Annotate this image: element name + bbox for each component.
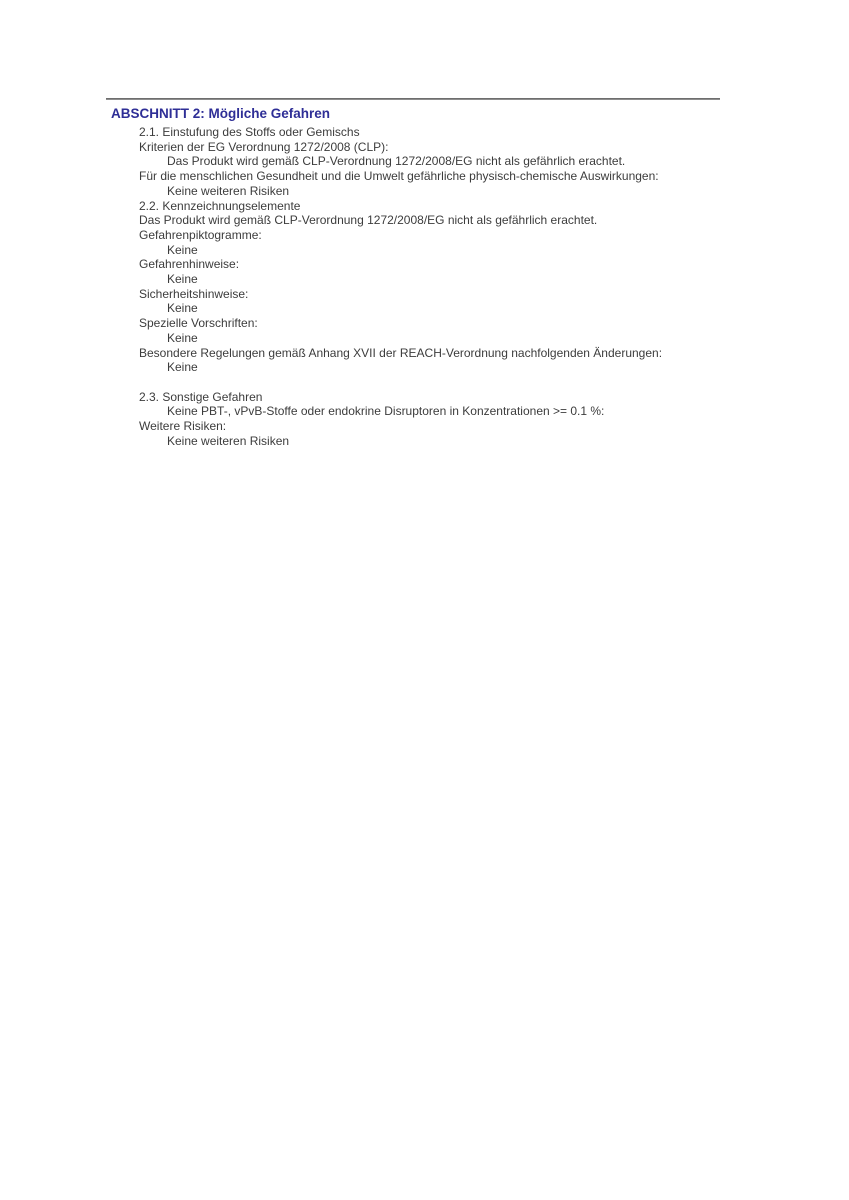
- section-body: [106, 125, 720, 448]
- doc-line: 2.2. Kennzeichnungselemente: [139, 198, 301, 213]
- doc-line: Weitere Risiken:: [139, 419, 227, 434]
- doc-line: Sicherheitshinweise:: [139, 286, 249, 301]
- doc-line: 2.1. Einstufung des Stoffs oder Gemischs: [139, 125, 360, 139]
- section-divider: [106, 98, 720, 100]
- section-2: [106, 98, 720, 448]
- doc-line: Das Produkt wird gemäß CLP-Verordnung 1272/2008/EG nicht als gefährlich erachtet.: [139, 213, 598, 228]
- doc-line: Keine: [167, 301, 198, 316]
- doc-line: Keine: [167, 330, 198, 345]
- doc-line: Keine: [167, 272, 198, 287]
- doc-line: Gefahrenhinweise:: [139, 257, 240, 272]
- doc-line: Für die menschlichen Gesundheit und die Umwelt gefährliche physisch-chemische Auswirkungen:: [139, 169, 659, 184]
- doc-line: Spezielle Vorschriften:: [139, 316, 258, 331]
- doc-line: Gefahrenpiktogramme:: [139, 227, 262, 242]
- doc-line: Keine: [167, 242, 198, 257]
- doc-line: Kriterien der EG Verordnung 1272/2008 (CLP):: [139, 139, 389, 154]
- doc-line: Besondere Regelungen gemäß Anhang XVII der REACH-Verordnung nachfolgenden Änderungen:: [139, 345, 663, 360]
- doc-line: Das Produkt wird gemäß CLP-Verordnung 1272/2008/EG nicht als gefährlich erachtet.: [167, 154, 626, 169]
- doc-line: Keine: [167, 360, 198, 375]
- doc-line: 2.3. Sonstige Gefahren: [139, 389, 263, 404]
- doc-line: Keine weiteren Risiken: [167, 433, 290, 448]
- doc-line: Keine PBT-, vPvB-Stoffe oder endokrine Disruptoren in Konzentrationen >= 0.1 %:: [167, 404, 605, 419]
- doc-line: Keine weiteren Risiken: [167, 183, 290, 198]
- section-heading: ABSCHNITT 2: Mögliche Gefahren: [111, 106, 331, 121]
